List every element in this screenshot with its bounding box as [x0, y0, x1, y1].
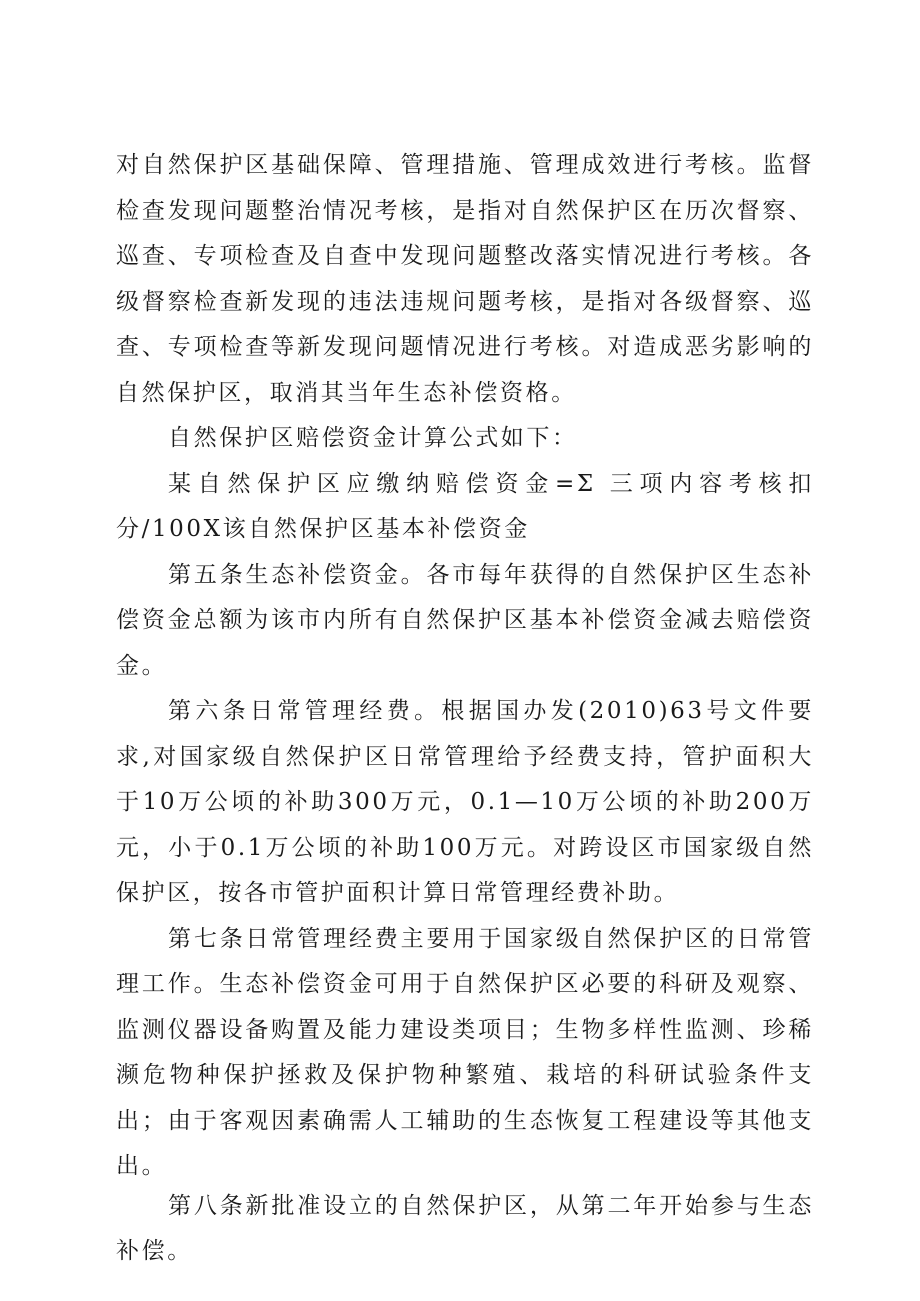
paragraph-assessment-description: 对自然保护区基础保障、管理措施、管理成效进行考核。监督检查发现问题整治情况考核，是指对自然保护区在历次督察、巡查、专项检查及自查中发现问题整改落实情况进行考核。各级督察检查新发现的违法违规问题考核，是指对各级督察、巡查、专项检查等新发现问题情况进行考核。对造成恶劣影响的自然保护区，取消其当年生态补偿资格。 — [116, 152, 814, 406]
paragraph-article-5: 第五条生态补偿资金。各市每年获得的自然保护区生态补偿资金总额为该市内所有自然保护区基本补偿资金减去赔偿资金。 — [116, 561, 814, 679]
paragraph-formula: 某自然保护区应缴纳赔偿资金=Σ 三项内容考核扣分/100X该自然保护区基本补偿资金 — [116, 470, 814, 542]
paragraph-article-6: 第六条日常管理经费。根据国办发(2010)63号文件要求,对国家级自然保护区日常管理给予经费支持，管护面积大于10万公顷的补助300万元，0.1—10万公顷的补助200万元，小于0.1万公顷的补助100万元。对跨设区市国家级自然保护区，按各市管护面积计算日常管理经费补助。 — [116, 698, 814, 906]
paragraph-formula-intro: 自然保护区赔偿资金计算公式如下： — [168, 425, 578, 451]
document-body — [116, 143, 814, 1275]
paragraph-article-7: 第七条日常管理经费主要用于国家级自然保护区的日常管理工作。生态补偿资金可用于自然保护区必要的科研及观察、监测仪器设备购置及能力建设类项目；生物多样性监测、珍稀濒危物种保护拯救及保护物种繁殖、栽培的科研试验条件支出；由于客观因素确需人工辅助的生态恢复工程建设等其他支出。 — [116, 925, 814, 1179]
paragraph-article-8: 第八条新批准设立的自然保护区，从第二年开始参与生态补偿。 — [116, 1192, 814, 1264]
